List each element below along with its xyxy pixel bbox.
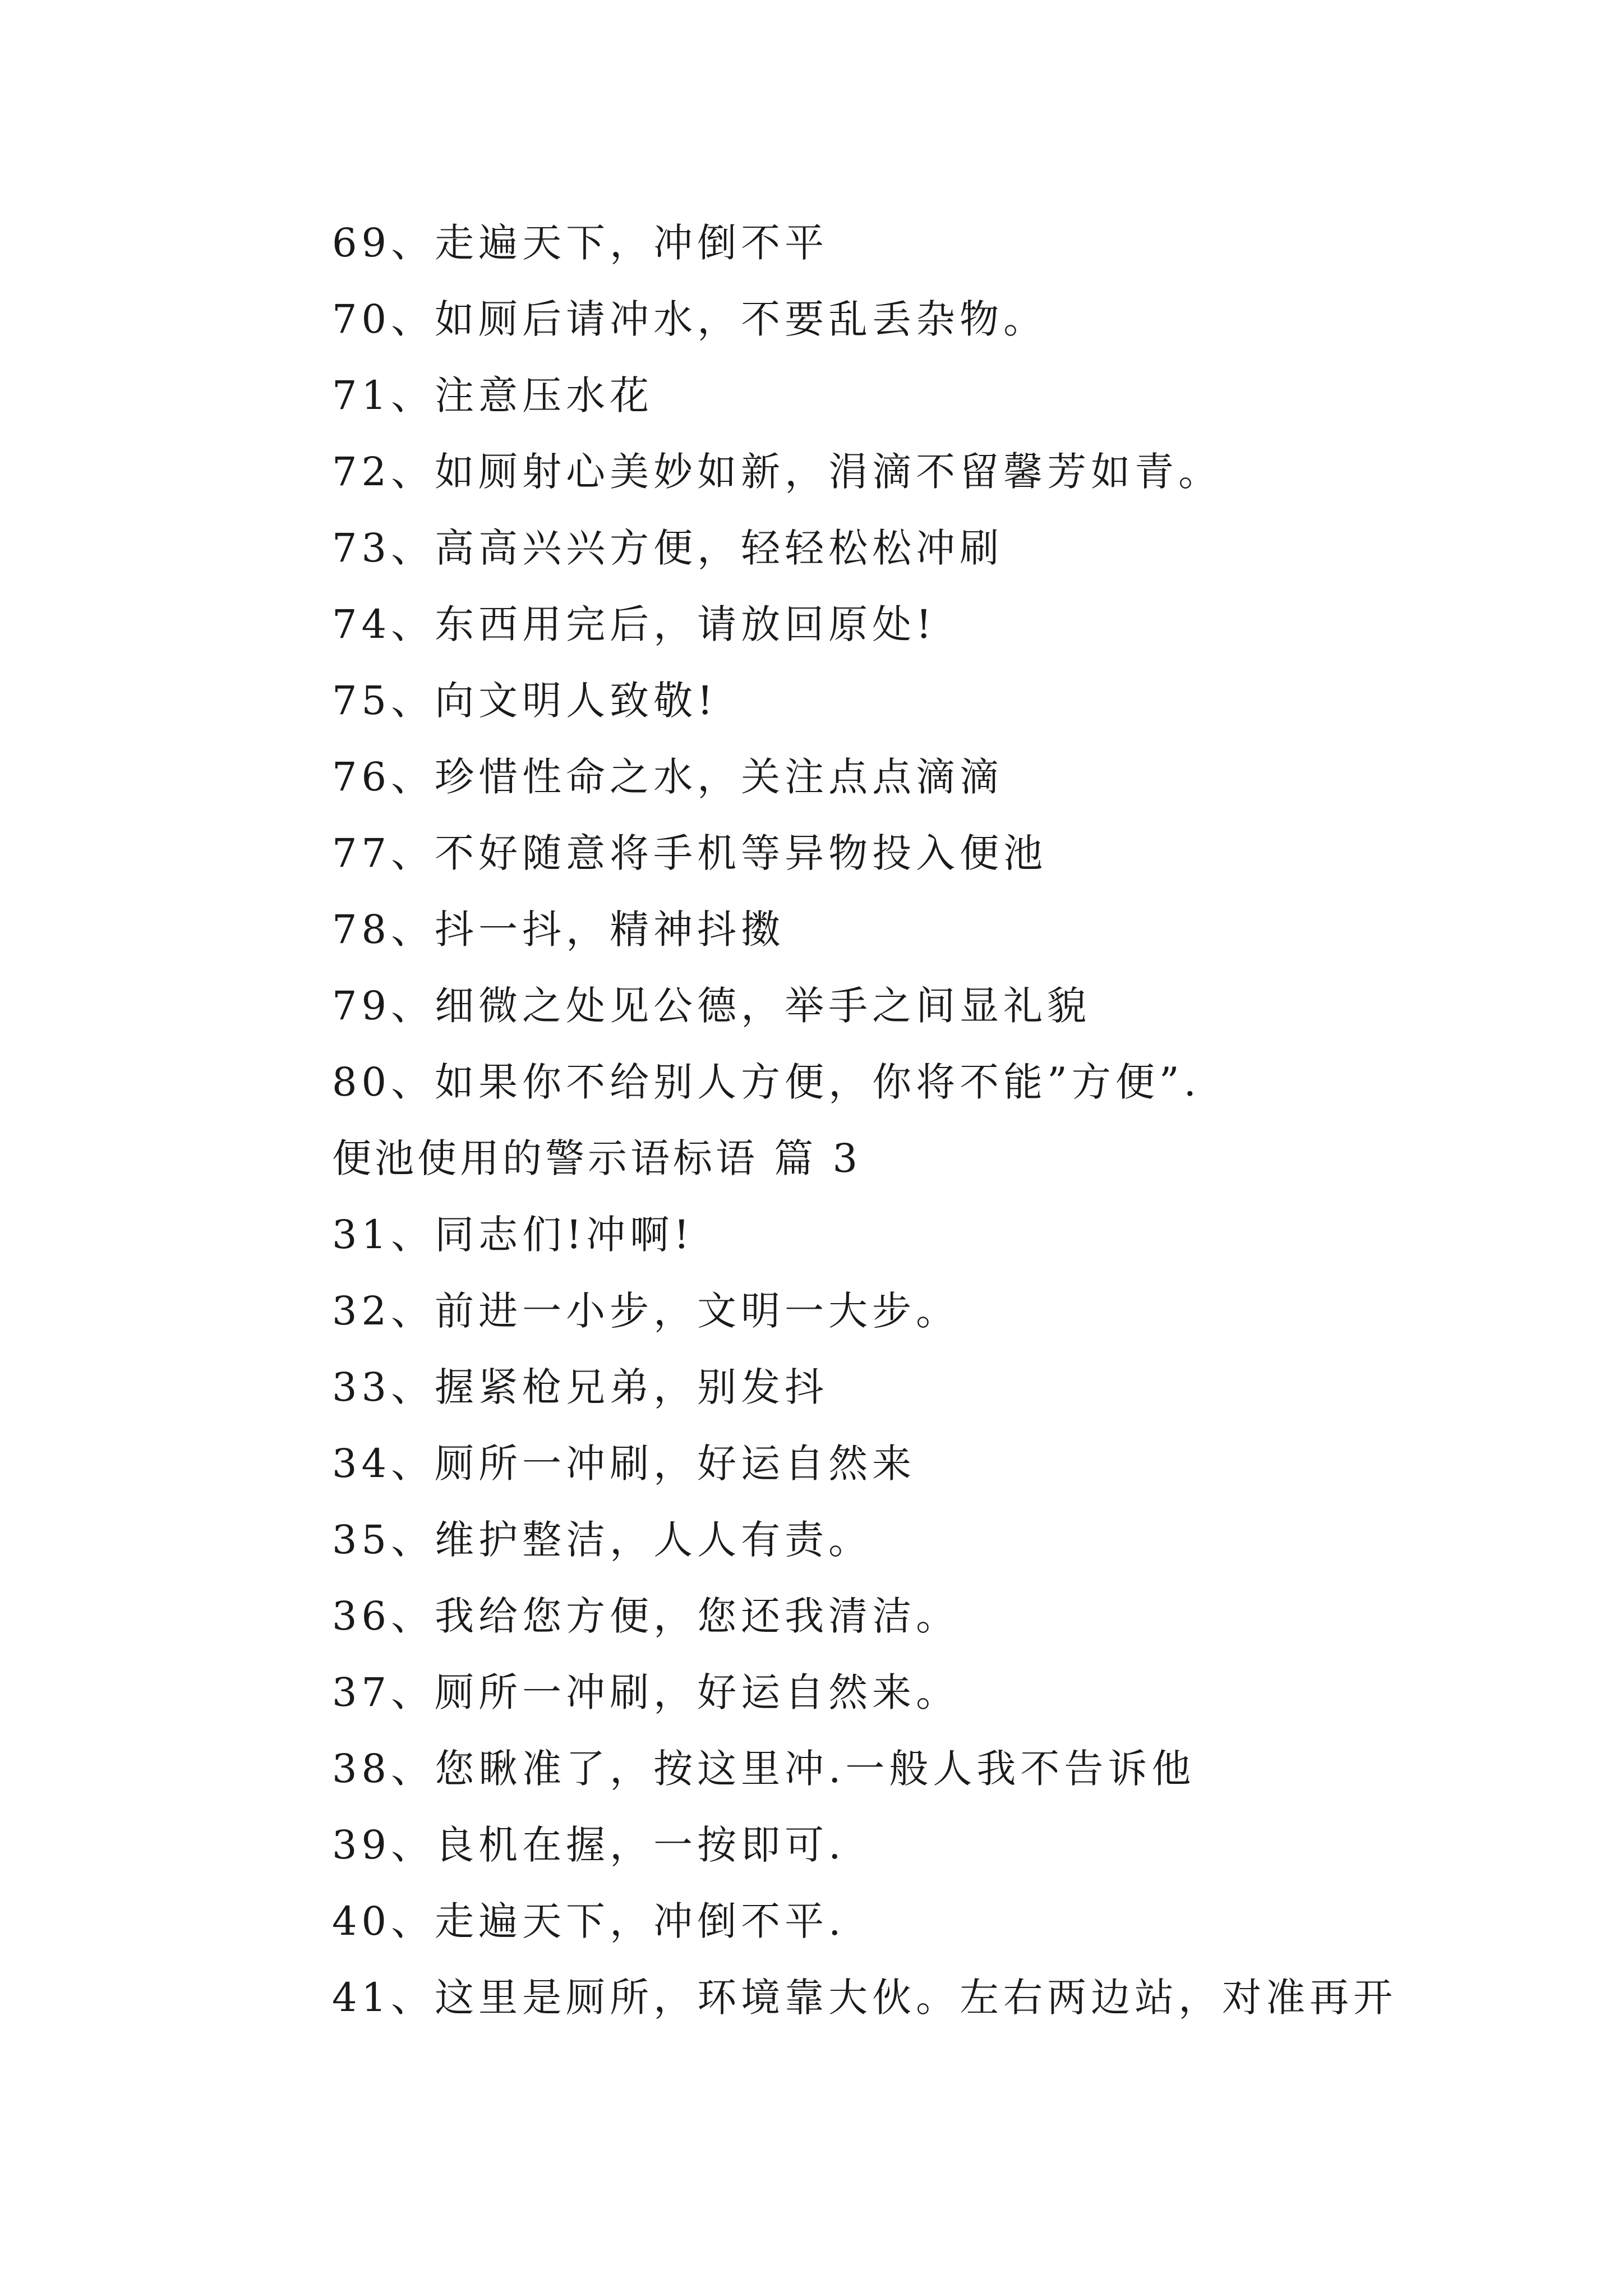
list-item: 36、我给您方便，您还我清洁。 <box>332 1593 960 1639</box>
list-item: 72、如厕射心美妙如新，涓滴不留馨芳如青。 <box>332 449 1223 495</box>
list-item: 32、前进一小步，文明一大步。 <box>332 1288 960 1334</box>
list-item: 75、向文明人致敬! <box>332 678 718 724</box>
list-item: 34、厕所一冲刷，好运自然来 <box>332 1441 916 1487</box>
list-item: 71、注意压水花 <box>332 372 654 418</box>
list-item: 40、走遍天下，冲倒不平. <box>332 1898 846 1944</box>
list-item: 73、高高兴兴方便，轻轻松松冲刷 <box>332 525 1004 571</box>
list-item: 33、握紧枪兄弟，别发抖 <box>332 1364 829 1410</box>
list-item: 70、如厕后请冲水，不要乱丢杂物。 <box>332 296 1048 342</box>
list-item: 74、东西用完后，请放回原处! <box>332 601 937 647</box>
list-item: 79、细微之处见公德，举手之间显礼貌 <box>332 983 1091 1029</box>
list-item: 37、厕所一冲刷，好运自然来。 <box>332 1669 960 1715</box>
list-item: 39、良机在握，一按即可. <box>332 1822 846 1868</box>
list-item: 41、这里是厕所，环境靠大伙。左右两边站，对准再开 <box>332 1975 1398 2021</box>
section-heading: 便池使用的警示语标语 篇 3 <box>332 1135 861 1181</box>
list-item: 38、您瞅准了，按这里冲.一般人我不告诉他 <box>332 1746 1196 1792</box>
list-item: 76、珍惜性命之水，关注点点滴滴 <box>332 754 1004 800</box>
list-item: 31、同志们!冲啊! <box>332 1212 694 1258</box>
slogan-list <box>332 218 1454 2049</box>
list-item: 35、维护整洁，人人有责。 <box>332 1517 873 1563</box>
list-item: 69、走遍天下，冲倒不平 <box>332 220 829 266</box>
list-item: 78、抖一抖，精神抖擞 <box>332 907 785 953</box>
list-item: 80、如果你不给别人方便，你将不能”方便”. <box>332 1059 1201 1105</box>
list-item: 77、不好随意将手机等异物投入便池 <box>332 830 1048 876</box>
